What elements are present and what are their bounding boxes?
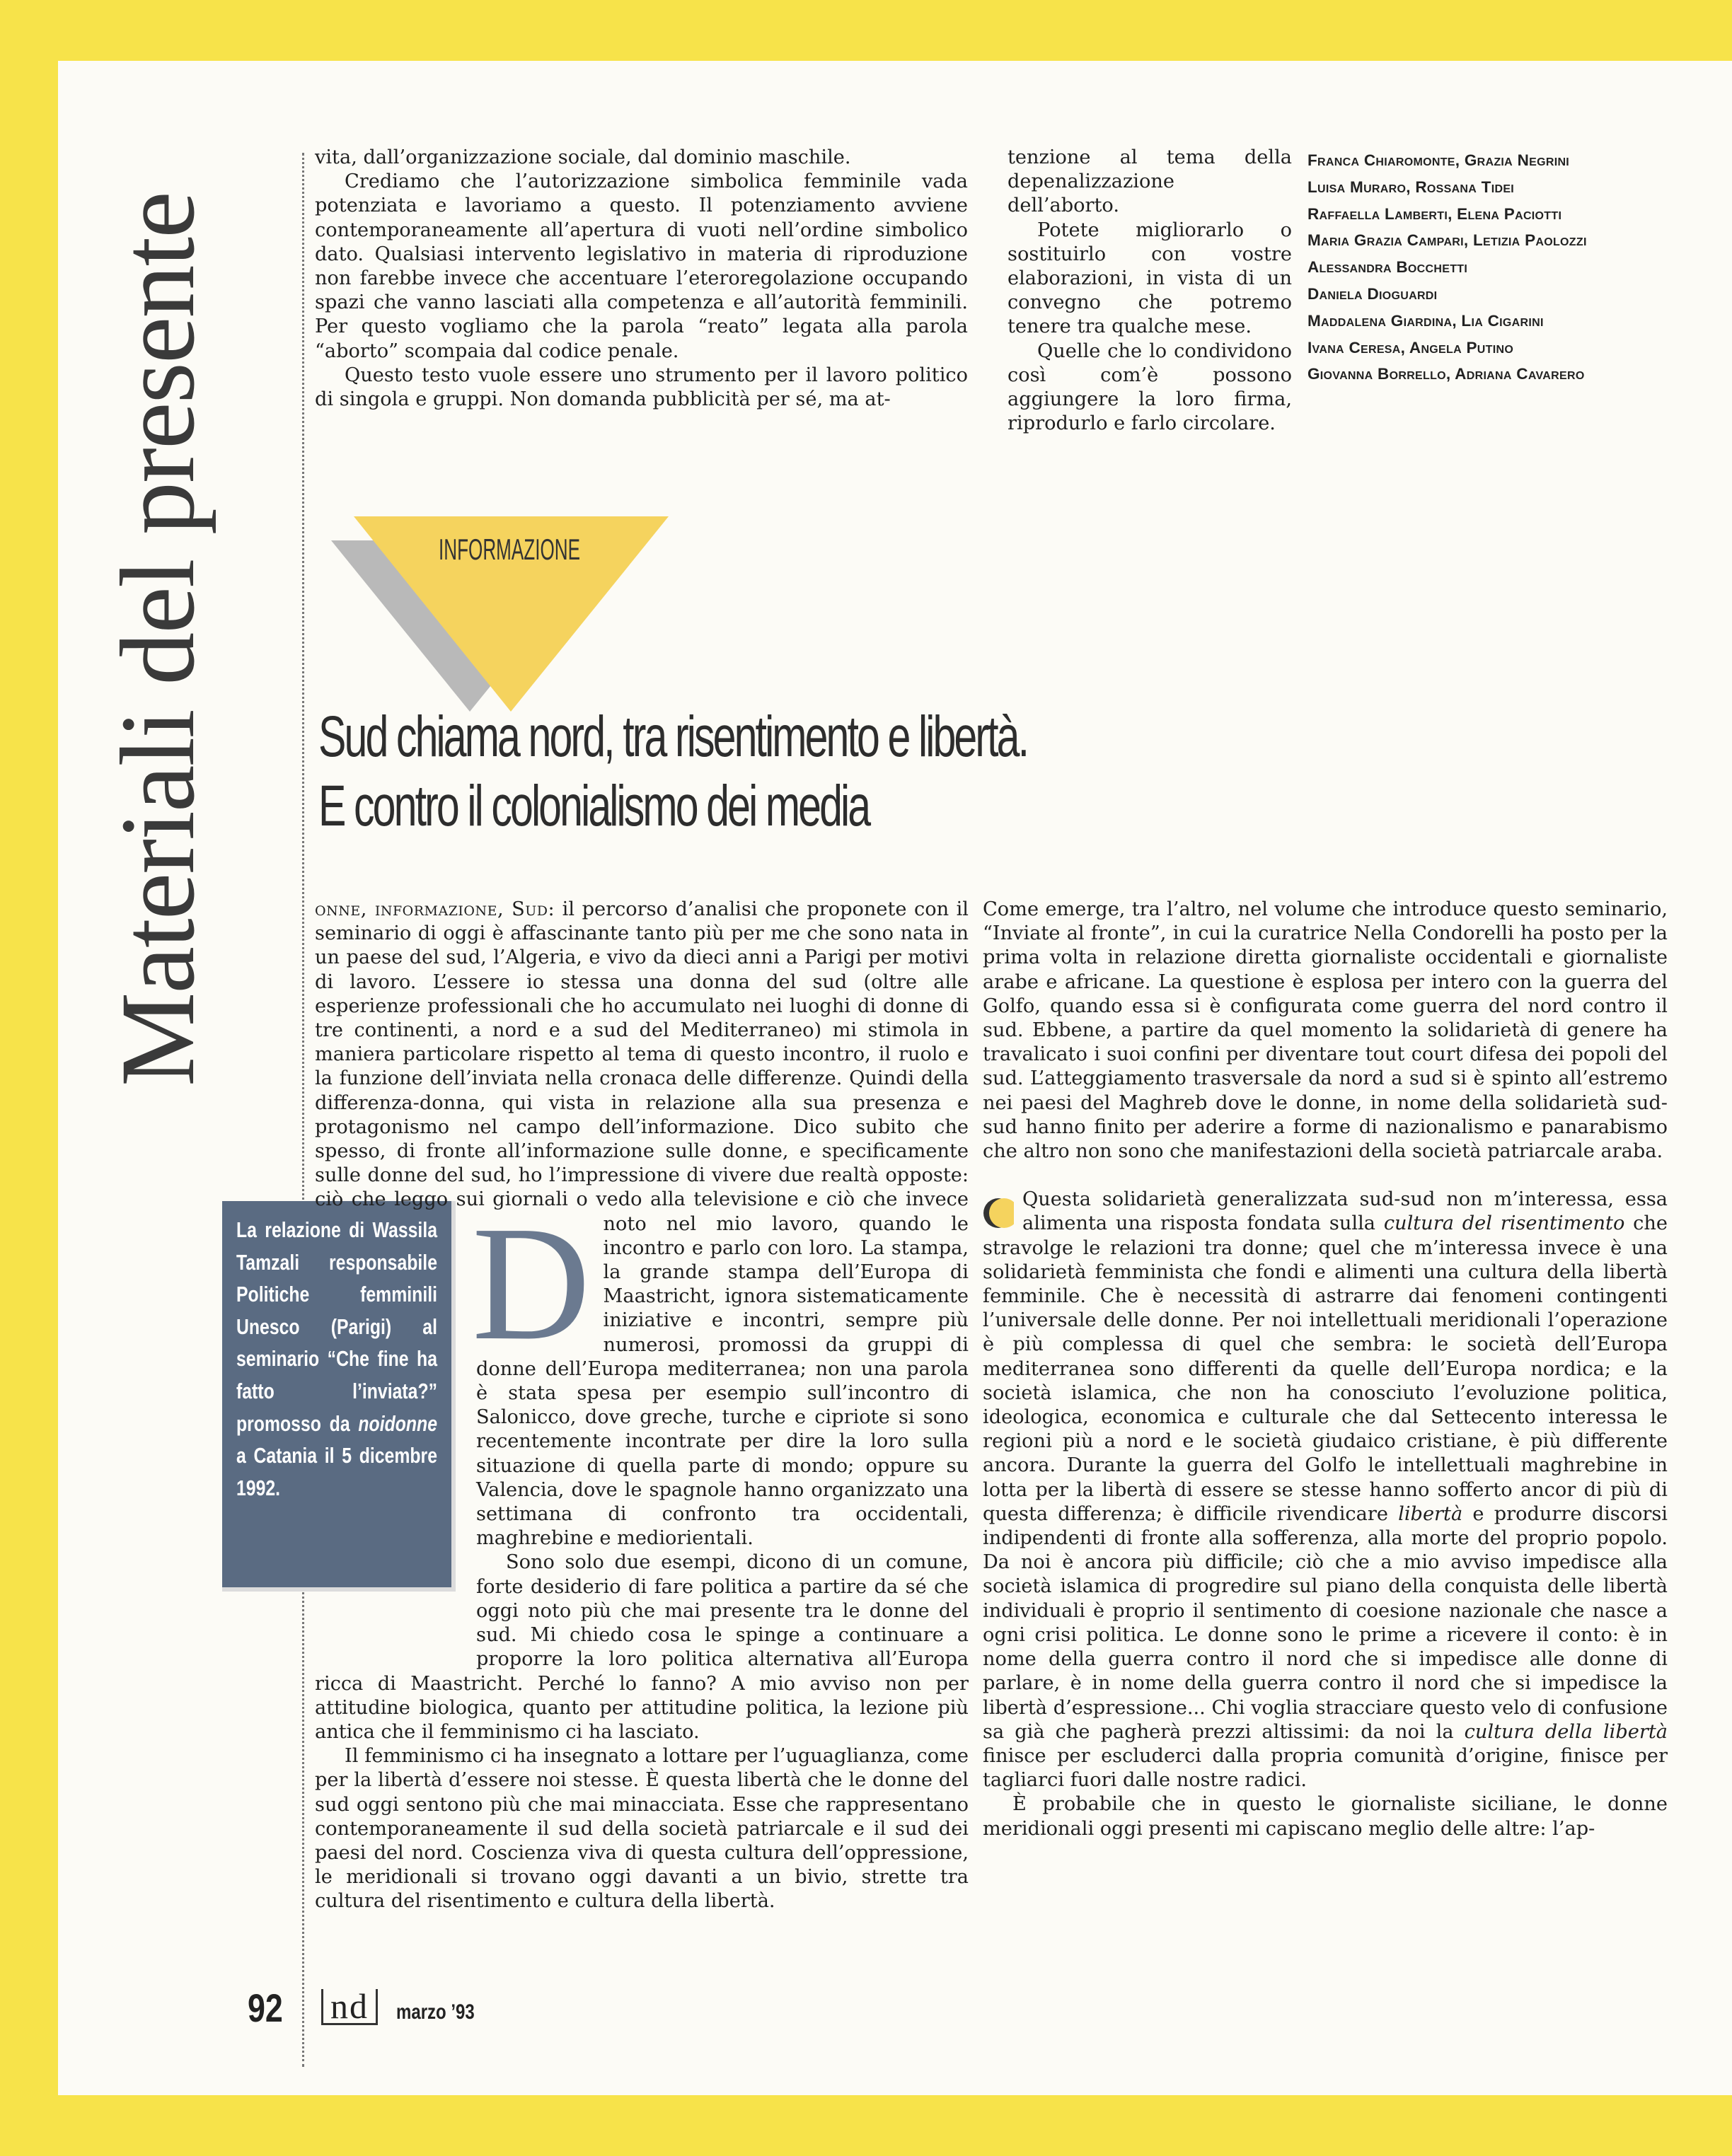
article-column-2	[983, 898, 1668, 1841]
signature-line: Raffaella Lamberti, Elena Paciotti	[1307, 204, 1562, 223]
intro-paragraph: Questo testo vuole essere uno strumento per il lavoro politico di singola e gruppi. Non domanda pubblicità per sé, ma at-	[315, 364, 968, 411]
moon-ornament-icon	[983, 1190, 1014, 1236]
paragraph-text: finisce per escluderci dalla propria comunità d’origine, finisce per tagliarci fuori dalle nostre radici.	[983, 1744, 1668, 1792]
signature-line: Luisa Muraro, Rossana Tidei	[1307, 178, 1515, 196]
column-divider	[302, 153, 304, 2067]
section-badge	[311, 499, 679, 726]
signature-line: Ivana Ceresa, Angela Putino	[1307, 338, 1514, 357]
intro-paragraph: tenzione al tema della depenalizzazione dell’aborto.	[1008, 146, 1292, 217]
page-footer	[248, 1985, 672, 2034]
paragraph-text: e produrre discorsi indipendenti di fronte alla sofferenza, alla morte del proprio popolo. Da noi è ancora più difficile; ciò che a mio avviso impedisce alla società islamica di progredire sul piano della conquista delle libertà individuali è proprio il sentimento di coesione nazionale che nasce a ogni crisi politica. Le donne sono le prime a ricevere il conto: è in nome della guerra contro il nord che si impedisce alle donne di parlare, è in nome della guerra contro il nord che si impedisce la libertà d’espressione... Chi voglia stracciare questo velo di confusione sa già che pagherà prezzi altissimi: da noi la	[983, 1502, 1668, 1743]
callout-publication: noidonne	[358, 1410, 437, 1436]
lead-in: onne, informazione, Sud:	[315, 898, 555, 920]
signature-line: Maddalena Giardina, Lia Cigarini	[1307, 311, 1544, 330]
article-headline	[318, 702, 1027, 841]
signature-line: Daniela Dioguardi	[1307, 284, 1438, 303]
emphasis: cultura della libertà	[1464, 1720, 1668, 1743]
callout-text-start: La relazione di Wassila Tamzali responsabile Politiche femminili Unesco (Parigi) al seminario “Che fine ha fatto l’inviata?” promosso da	[236, 1217, 437, 1436]
intro-paragraph: vita, dall’organizzazione sociale, dal dominio maschile.	[315, 146, 851, 168]
intro-paragraph: Potete migliorarlo o sostituirlo con vostre elaborazioni, in vista di un convegno che potremo tenere tra qualche mese.	[1008, 219, 1292, 338]
article-paragraph-2: Sono solo due esempi, dicono di un comune, forte desiderio di fare politica a partire da sé che oggi noto più che mai presente tra le donne del sud. Mi chiedo cosa le spinge a continuare a proporre la loro politica alternativa all’Europa ricca di Maastricht. Perché lo fanno? A mio avviso non per attitudine biologica, quanto per attitudine politica, la lezione più antica che il femminismo ci ha lasciato.	[315, 1551, 969, 1743]
article-column-1	[315, 898, 969, 1914]
drop-cap: D	[472, 1193, 591, 1374]
issue-date: marzo ’93	[396, 2000, 475, 2024]
signature-line: Alessandra Bocchetti	[1307, 258, 1468, 277]
emphasis: cultura del risentimento	[1383, 1212, 1625, 1235]
magazine-logo: nd	[321, 1989, 378, 2025]
headline-line-1: Sud chiama nord, tra risentimento e libertà.	[318, 705, 1028, 769]
headline-line-2: E contro il colonialismo dei media	[318, 774, 870, 838]
magazine-page	[58, 61, 1732, 2095]
paragraph-text: il percorso d’analisi che proponete con il seminario di oggi è affascinante tanto più per me che sono nata in un paese del sud, l’Algeria, e vivo da dieci anni a Parigi per motivi di lavoro. L’essere io stessa una donna del sud (oltre alle esperienze professionali che ho accumulato nei luoghi di donne di tre continenti, a nord e a sud del Mediterraneo) mi stimola in maniera particolare rispetto al tema di questo incontro, il ruolo e la funzione dell’inviata nella cronaca delle differenze. Quindi della differenza-donna, qui vista in relazione alla sua presenza e protagonismo nel campo dell’informazione. Dico subito che spesso, di fronte all’informazione sulle donne, e specificamente sulle donne del sud, ho l’impressione di vivere due realtà opposte: ciò che leggo sui giornali o vedo alla televisione e ciò che invece noto nel mio lavoro, quando le incontro e parlo con loro. La stampa, la grande stampa dell’Europa di Maastricht, ignora sistematicamente iniziative e incontri, sempre più numerosi, promossi da gruppi di donne dell’Europa mediterranea; non una parola è stata spesa per esempio sull’incontro di Salonicco, dove greche, turche e cipriote si sono recentemente incontrate per dire la loro sulla situazione di quella parte di mondo; oppure su Valencia, dove le spagnole hanno organizzato una settimana di confronto tra occidentali, maghrebine e mediorientali.	[315, 898, 969, 1550]
article-paragraph-3: Il femminismo ci ha insegnato a lottare per l’uguaglianza, come per la libertà d’essere noi stesse. È questa libertà che le donne del sud oggi sentono più che mai minacciata. Esse che rappresentano contemporaneamente il sud della società patriarcale e il sud dei paesi del nord. Coscienza viva di questa cultura dell’oppressione, le meridionali si trovano oggi davanti a un bivio, strette tra cultura del risentimento e cultura della libertà.	[315, 1745, 969, 1913]
signature-line: Maria Grazia Campari, Letizia Paolozzi	[1307, 231, 1587, 250]
intro-column-2	[1008, 146, 1292, 436]
signature-line: Giovanna Borrello, Adriana Cavarero	[1307, 365, 1585, 383]
paragraph-text: Questa solidarietà generalizzata sud-sud non m’interessa, essa alimenta una risposta fondata sulla	[1022, 1188, 1668, 1235]
signature-line: Franca Chiaromonte, Grazia Negrini	[1307, 151, 1570, 169]
paragraph-text: che stravolge le relazioni tra donne; quel che m’interessa invece è una solidarietà femminista che fondi e alimenti una cultura della libertà femminile. Che è necessità di astrarre dai fenomeni contingenti l’universale delle donne. Per noi intellettuali meridionali l’operazione è più complessa di quel che sembra: le società dell’Europa mediterranea sono differenti da quelle dell’Europa nordica; e la società islamica, che non ha conosciuto l’evoluzione politica, ideologica, economica e culturale che dal Settecento interessa le regioni più a nord e le società giudaico cristiane, è più differente ancora. Durante la guerra del Golfo le intellettuali maghrebine in lotta per la libertà di essere se stesse hanno sofferto ancor di più di questa differenza; è difficile rivendicare	[983, 1212, 1668, 1525]
badge-label: INFORMAZIONE	[439, 533, 580, 566]
signatures-list	[1307, 147, 1661, 388]
page-number: 92	[248, 1986, 283, 2030]
intro-column-1	[315, 146, 968, 412]
article-paragraph-5	[983, 1188, 1668, 1792]
section-title: Materiali del presente	[99, 192, 216, 1086]
intro-paragraph: Crediamo che l’autorizzazione simbolica femminile vada potenziata e lavoriamo a questo. Il potenziamento avviene contemporaneamente all’apertura di vuoti nell’ordine simbolico dato. Qualsiasi intervento legislativo in materia di riproduzione non farebbe invece che accentuare l’eteroregolazione occupando spazi che vanno lasciati alla competenza e all’autorità femminili. Per questo vogliamo che la parola “reato” legata alla parola “aborto” scompaia dal codice penale.	[315, 170, 968, 362]
article-paragraph-6: È probabile che in questo le giornaliste siciliane, le donne meridionali oggi presenti mi capiscano meglio delle altre: l’ap-	[983, 1793, 1668, 1840]
intro-paragraph: Quelle che lo condividono così com’è possono aggiungere la loro firma, riprodurlo e farlo circolare.	[1008, 340, 1292, 435]
article-paragraph-4: Come emerge, tra l’altro, nel volume che introduce questo seminario, “Inviate al fronte”, in cui la curatrice Nella Condorelli ha posto per la prima volta in relazione diretta giornaliste occidentali e giornaliste arabe e africane. La questione è esplosa per intero con la guerra del Golfo, quando essa si è configurata come guerra del nord contro il sud. Ebbene, a partire da quel momento la solidarietà di genere ha travalicato i suoi confini per diventare tout court difesa dei popoli del sud. L’atteggiamento trasversale da nord a sud si è spinto all’estremo nei paesi del Maghreb dove le donne, in nome della solidarietà sud-sud hanno finito per aderire a forme di nazionalismo e panarabismo che altro non sono che manifestazioni della società patriarcale araba.	[983, 898, 1668, 1163]
emphasis: libertà	[1398, 1502, 1463, 1525]
callout-text-end: a Catania il 5 dicembre 1992.	[236, 1443, 437, 1500]
